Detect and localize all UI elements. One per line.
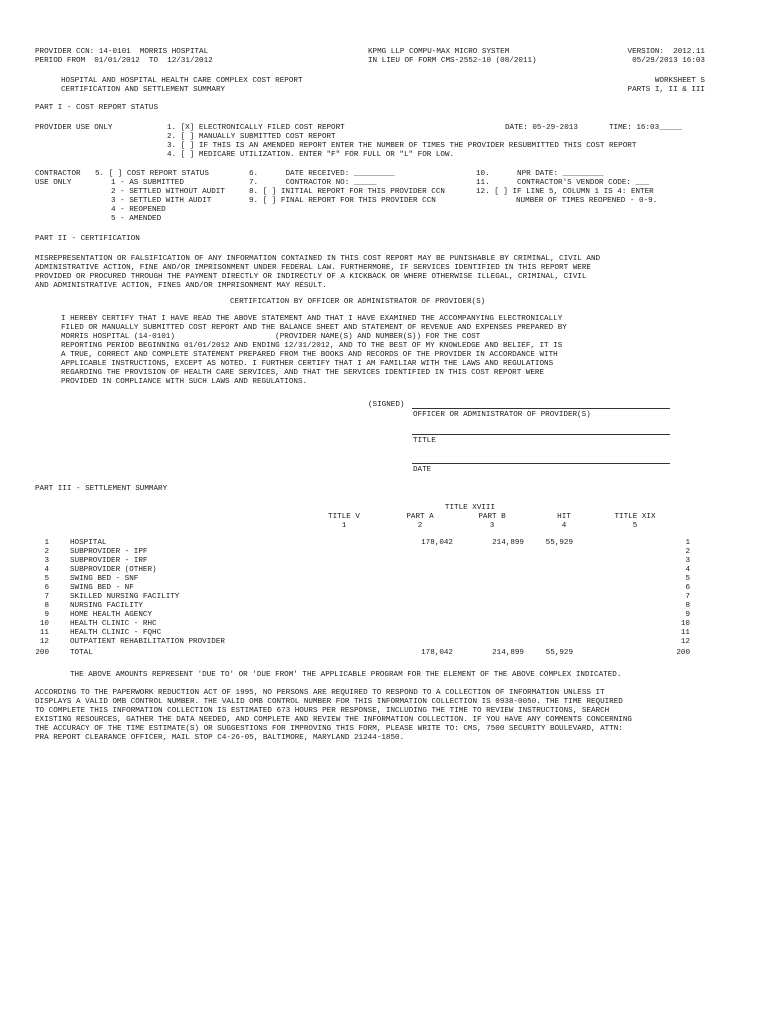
certification-line: REGARDING THE PROVISION OF HEALTH CARE SERVICES, AND THAT THE SERVICES IDENTIFIED IN THIS COST REPORT WERE [61,369,545,377]
form-reference: IN LIEU OF FORM CMS-2552-10 (08/2011) [368,57,537,65]
line-number: 1 [44,539,49,547]
column-header: HIT [557,513,571,521]
line-number: 4 [44,566,49,574]
line-number-right: 5 [685,575,690,583]
status-option: 1 - AS SUBMITTED [111,179,184,187]
line-number-right: 9 [685,611,690,619]
certification-line: APPLICABLE INSTRUCTIONS, EXCEPT AS NOTED. I FURTHER CERTIFY THAT I AM FAMILIAR WITH THE LAWS AND REGULATIONS [61,360,554,368]
date-label: DATE [413,466,432,474]
report-title: HOSPITAL AND HOSPITAL HEALTH CARE COMPLEX COST REPORT [61,77,303,85]
line-number-right: 2 [685,548,690,556]
parts-label: PARTS I, II & III [627,86,705,94]
part1-item10: 10. NPR DATE: _________ [476,170,604,178]
line-number: 6 [44,584,49,592]
footer-line: THE ACCURACY OF THE TIME ESTIMATE(S) OR SUGGESTIONS FOR IMPROVING THIS FORM, PLEASE WRITE TO: CMS, 7500 SECURITY BOULEVARD, ATTN: [35,725,623,733]
value-part-b: 214,899 [492,539,524,547]
part1-item2: 2. [ ] MANUALLY SUBMITTED COST REPORT [167,133,336,141]
line-number-right: 4 [685,566,690,574]
warning-line: PROVIDED OR PROCURED THROUGH THE PAYMENT DIRECTLY OR INDIRECTLY OF A KICKBACK OR WHERE OTHERWISE ILLEGAL, CRIMINAL, CIVIL [35,273,587,281]
signature-line[interactable] [412,408,670,409]
line-number-right: 10 [680,620,690,628]
column-number: 5 [632,522,638,530]
part3-heading: PART III - SETTLEMENT SUMMARY [35,485,168,493]
certification-line: A TRUE, CORRECT AND COMPLETE STATEMENT PREPARED FROM THE BOOKS AND RECORDS OF THE PROVIDER IN ACCORDANCE WITH [61,351,558,359]
status-option: 5 - AMENDED [111,215,162,223]
line-label: OUTPATIENT REHABILITATION PROVIDER [70,638,225,646]
status-option: 3 - SETTLED WITH AUDIT [111,197,212,205]
value-part-a: 178,042 [421,649,453,657]
part2-heading: PART II - CERTIFICATION [35,235,140,243]
version: VERSION: 2012.11 [627,48,705,56]
filing-date: DATE: 05-29-2013 [505,124,578,132]
title-xviii-label: TITLE XVIII [444,504,496,512]
line-number-right: 1 [685,539,690,547]
warning-line: AND ADMINISTRATIVE ACTION, FINES AND/OR IMPRISONMENT MAY RESULT. [35,282,327,290]
line-label: HEALTH CLINIC - FQHC [70,629,162,637]
part1-item7: 7. CONTRACTOR NO: _____ [249,179,377,187]
line-number-right: 200 [676,649,690,657]
warning-line: ADMINISTRATIVE ACTION, FINE AND/OR IMPRISONMENT UNDER FEDERAL LAW. FURTHERMORE, IF SERVICES IDENTIFIED IN THIS REPORT WERE [35,264,591,272]
status-option: 4 - REOPENED [111,206,166,214]
title-label: TITLE [413,437,436,445]
part1-heading: PART I - COST REPORT STATUS [35,104,159,112]
footer-line: EXISTING RESOURCES, GATHER THE DATA NEEDED, AND COMPLETE AND REVIEW THE INFORMATION COLLECTION. IF YOU HAVE ANY COMMENTS CONCERNING [35,716,632,724]
line-number: 10 [39,620,49,628]
provider-ccn: PROVIDER CCN: 14-0101 MORRIS HOSPITAL [35,48,209,56]
line-number: 200 [35,649,49,657]
line-number-right: 7 [685,593,690,601]
line-label: HOME HEALTH AGENCY [70,611,153,619]
part1-item6: 6. DATE RECEIVED: _________ [249,170,395,178]
part1-item11: 11. CONTRACTOR'S VENDOR CODE: ___ [476,179,650,187]
certification-heading: CERTIFICATION BY OFFICER OR ADMINISTRATOR OF PROVIDER(S) [230,298,486,306]
title-line[interactable] [412,434,670,435]
certification-line: MORRIS HOSPITAL (14-0101) (PROVIDER NAME(S) AND NUMBER(S)) FOR THE COST [61,333,481,341]
line-number: 3 [44,557,49,565]
footer-line: ACCORDING TO THE PAPERWORK REDUCTION ACT OF 1995, NO PERSONS ARE REQUIRED TO RESPOND TO A COLLECTION OF INFORMATION UNLESS IT [35,689,605,697]
system-name: KPMG LLP COMPU-MAX MICRO SYSTEM [368,48,510,56]
column-number: 2 [417,522,423,530]
line-label: TOTAL [70,649,93,657]
value-hit: 55,929 [545,649,573,657]
provider-use-only: PROVIDER USE ONLY [35,124,113,132]
line-number-right: 6 [685,584,690,592]
part1-item12: 12. [ ] IF LINE 5, COLUMN 1 IS 4: ENTER [476,188,654,196]
line-number-right: 3 [685,557,690,565]
warning-line: MISREPRESENTATION OR FALSIFICATION OF ANY INFORMATION CONTAINED IN THIS COST REPORT MAY BE PUNISHABLE BY CRIMINAL, CIVIL AND [35,255,601,263]
line-number: 11 [39,629,49,637]
status-option: 2 - SETTLED WITHOUT AUDIT [111,188,225,196]
line-number: 7 [44,593,49,601]
part1-item8: 8. [ ] INITIAL REPORT FOR THIS PROVIDER CCN [249,188,445,196]
signed-label: (SIGNED) [368,401,405,409]
line-number-right: 8 [685,602,690,610]
line-label: HOSPITAL [70,539,107,547]
line-label: HEALTH CLINIC - RHC [70,620,157,628]
column-number: 3 [489,522,495,530]
part1-item12-detail: NUMBER OF TIMES REOPENED - 0-9. [516,197,658,205]
part1-item1: 1. [X] ELECTRONICALLY FILED COST REPORT [167,124,345,132]
line-number: 8 [44,602,49,610]
officer-label: OFFICER OR ADMINISTRATOR OF PROVIDER(S) [413,411,591,419]
footer-line: PRA REPORT CLEARANCE OFFICER, MAIL STOP C4-26-05, BALTIMORE, MARYLAND 21244-1850. [35,734,405,742]
column-header: TITLE V [328,513,360,521]
contractor-use-only: USE ONLY [35,179,72,187]
line-label: SUBPROVIDER - IPF [70,548,148,556]
certification-line: PROVIDED IN COMPLIANCE WITH SUCH LAWS AND REGULATIONS. [61,378,308,386]
line-label: NURSING FACILITY [70,602,143,610]
footer-line: DISPLAYS A VALID OMB CONTROL NUMBER. THE VALID OMB CONTROL NUMBER FOR THIS INFORMATION COLLECTION IS 0938-0050. THE TIME REQUIRED [35,698,623,706]
date-line[interactable] [412,463,670,464]
part1-item4: 4. [ ] MEDICARE UTILIZATION. ENTER "F" FOR FULL OR "L" FOR LOW. [167,151,455,159]
value-part-a: 178,042 [421,539,453,547]
report-subtitle: CERTIFICATION AND SETTLEMENT SUMMARY [61,86,226,94]
certification-line: FILED OR MANUALLY SUBMITTED COST REPORT AND THE BALANCE SHEET AND STATEMENT OF REVENUE AND EXPENSES PREPARED BY [61,324,567,332]
certification-line: I HEREBY CERTIFY THAT I HAVE READ THE ABOVE STATEMENT AND THAT I HAVE EXAMINED THE ACCOMPANYING ELECTRONICALLY [61,315,563,323]
line-number-right: 12 [680,638,690,646]
part1-item3: 3. [ ] IF THIS IS AN AMENDED REPORT ENTER THE NUMBER OF TIMES THE PROVIDER RESUBMITTED THIS COST REPORT [167,142,637,150]
line-number: 5 [44,575,49,583]
certification-line: REPORTING PERIOD BEGINNING 01/01/2012 AND ENDING 12/31/2012, AND TO THE BEST OF MY KNOWLEDGE AND BELIEF, IT IS [61,342,563,350]
column-header: TITLE XIX [614,513,656,521]
value-hit: 55,929 [545,539,573,547]
value-part-b: 214,899 [492,649,524,657]
footer-line: TO COMPLETE THIS INFORMATION COLLECTION IS ESTIMATED 673 HOURS PER RESPONSE, INCLUDING THE TIME TO REVIEW INSTRUCTIONS, SEARCH [35,707,610,715]
column-header: PART A [406,513,434,521]
line-number: 9 [44,611,49,619]
line-label: SUBPROVIDER - IRF [70,557,148,565]
column-header: PART B [478,513,506,521]
column-number: 1 [341,522,347,530]
line-number: 2 [44,548,49,556]
line-number: 12 [39,638,49,646]
line-number-right: 11 [680,629,690,637]
reporting-period: PERIOD FROM 01/01/2012 TO 12/31/2012 [35,57,213,65]
worksheet-label: WORKSHEET S [654,77,705,85]
status-label: 5. [ ] COST REPORT STATUS [95,170,209,178]
column-number: 4 [561,522,567,530]
line-label: SWING BED - SNF [70,575,139,583]
settlement-note: THE ABOVE AMOUNTS REPRESENT 'DUE TO' OR 'DUE FROM' THE APPLICABLE PROGRAM FOR THE ELEMENT OF THE ABOVE COMPLEX INDICATED. [70,671,622,679]
part1-item9: 9. [ ] FINAL REPORT FOR THIS PROVIDER CCN [249,197,436,205]
line-label: SWING BED - NF [70,584,134,592]
print-datetime: 05/29/2013 16:03 [632,57,705,65]
line-label: SKILLED NURSING FACILITY [70,593,180,601]
contractor-label: CONTRACTOR [35,170,81,178]
line-label: SUBPROVIDER (OTHER) [70,566,157,574]
filing-time: TIME: 16:03_____ [609,124,682,132]
